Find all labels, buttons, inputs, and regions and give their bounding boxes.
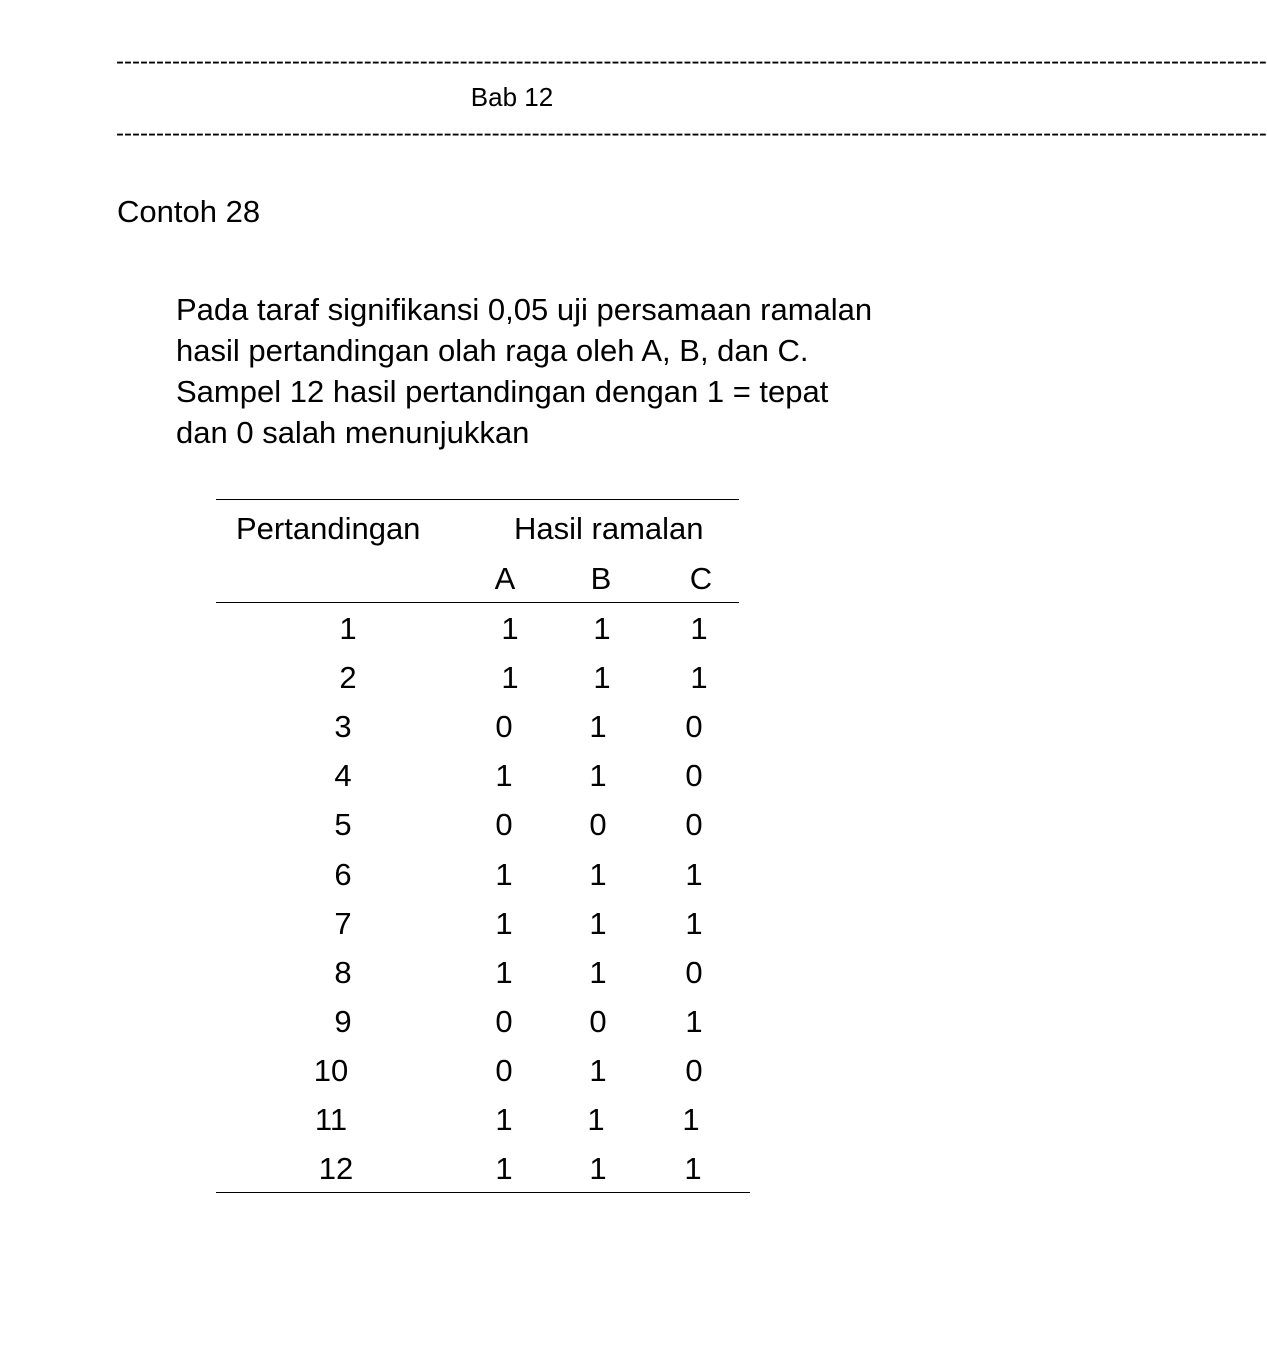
cell-c: 1 [682,1102,700,1137]
paragraph-line: Sampel 12 hasil pertandingan dengan 1 = tepat [176,374,829,409]
cell-a: 1 [495,856,513,892]
cell-match: 8 [334,954,352,990]
cell-b: 1 [593,611,611,646]
cell-match: 10 [313,1052,349,1088]
cell-b: 1 [589,709,607,745]
header-col-a: A [494,561,516,596]
cell-match: 5 [334,807,352,843]
table-bottom-rule [216,1192,750,1193]
cell-match: 11 [314,1102,348,1137]
cell-b: 1 [589,856,607,892]
table-header-rule [216,602,739,603]
cell-a: 0 [495,1052,513,1088]
cell-c: 1 [690,611,708,646]
cell-a: 1 [495,1102,513,1137]
cell-match: 6 [334,856,352,892]
cell-a: 0 [495,709,513,745]
cell-c: 1 [685,856,703,892]
cell-c: 1 [690,660,708,696]
header-col-b: B [590,561,612,596]
cell-c: 0 [685,758,703,794]
cell-b: 1 [589,905,607,941]
example-title: Contoh 28 [117,194,261,229]
cell-a: 1 [495,954,513,990]
cell-b: 1 [589,1151,607,1187]
table-top-rule [216,499,739,500]
cell-c: 0 [685,954,703,990]
cell-c: 0 [685,1052,703,1088]
header-match: Pertandingan [236,511,421,546]
cell-match: 1 [339,611,357,646]
cell-a: 0 [495,807,513,843]
cell-b: 1 [589,758,607,794]
cell-b: 0 [589,807,607,843]
cell-c: 0 [685,807,703,843]
cell-match: 4 [334,758,352,794]
bottom-dash-separator: ------------------------------------------------------------------------------------------------------------------------------------------------ [116,120,1267,147]
paragraph-line: dan 0 salah menunjukkan [176,415,530,450]
cell-c: 0 [685,709,703,745]
cell-match: 12 [318,1151,354,1187]
header-col-c: C [689,561,713,596]
cell-match: 7 [334,905,352,941]
top-dash-separator: ------------------------------------------------------------------------------------------------------------------------------------------------ [116,48,1267,75]
cell-b: 1 [589,1052,607,1088]
cell-b: 1 [587,1102,605,1137]
cell-c: 1 [685,1003,703,1039]
paragraph-line: hasil pertandingan olah raga oleh A, B, dan C. [176,333,809,368]
cell-a: 1 [501,660,519,696]
cell-match: 2 [339,660,357,696]
cell-c: 1 [685,905,703,941]
paragraph-line: Pada taraf signifikansi 0,05 uji persamaan ramalan [176,292,873,327]
cell-a: 1 [495,758,513,794]
cell-match: 3 [334,709,352,745]
header-result: Hasil ramalan [514,511,704,546]
cell-b: 0 [589,1003,607,1039]
cell-a: 0 [495,1003,513,1039]
cell-c: 1 [684,1151,702,1187]
cell-a: 1 [495,905,513,941]
example-paragraph [176,289,976,453]
cell-b: 1 [593,660,611,696]
cell-a: 1 [495,1151,513,1187]
cell-match: 9 [334,1003,352,1039]
cell-b: 1 [589,954,607,990]
cell-a: 1 [501,611,519,646]
chapter-heading: Bab 12 [470,82,554,112]
